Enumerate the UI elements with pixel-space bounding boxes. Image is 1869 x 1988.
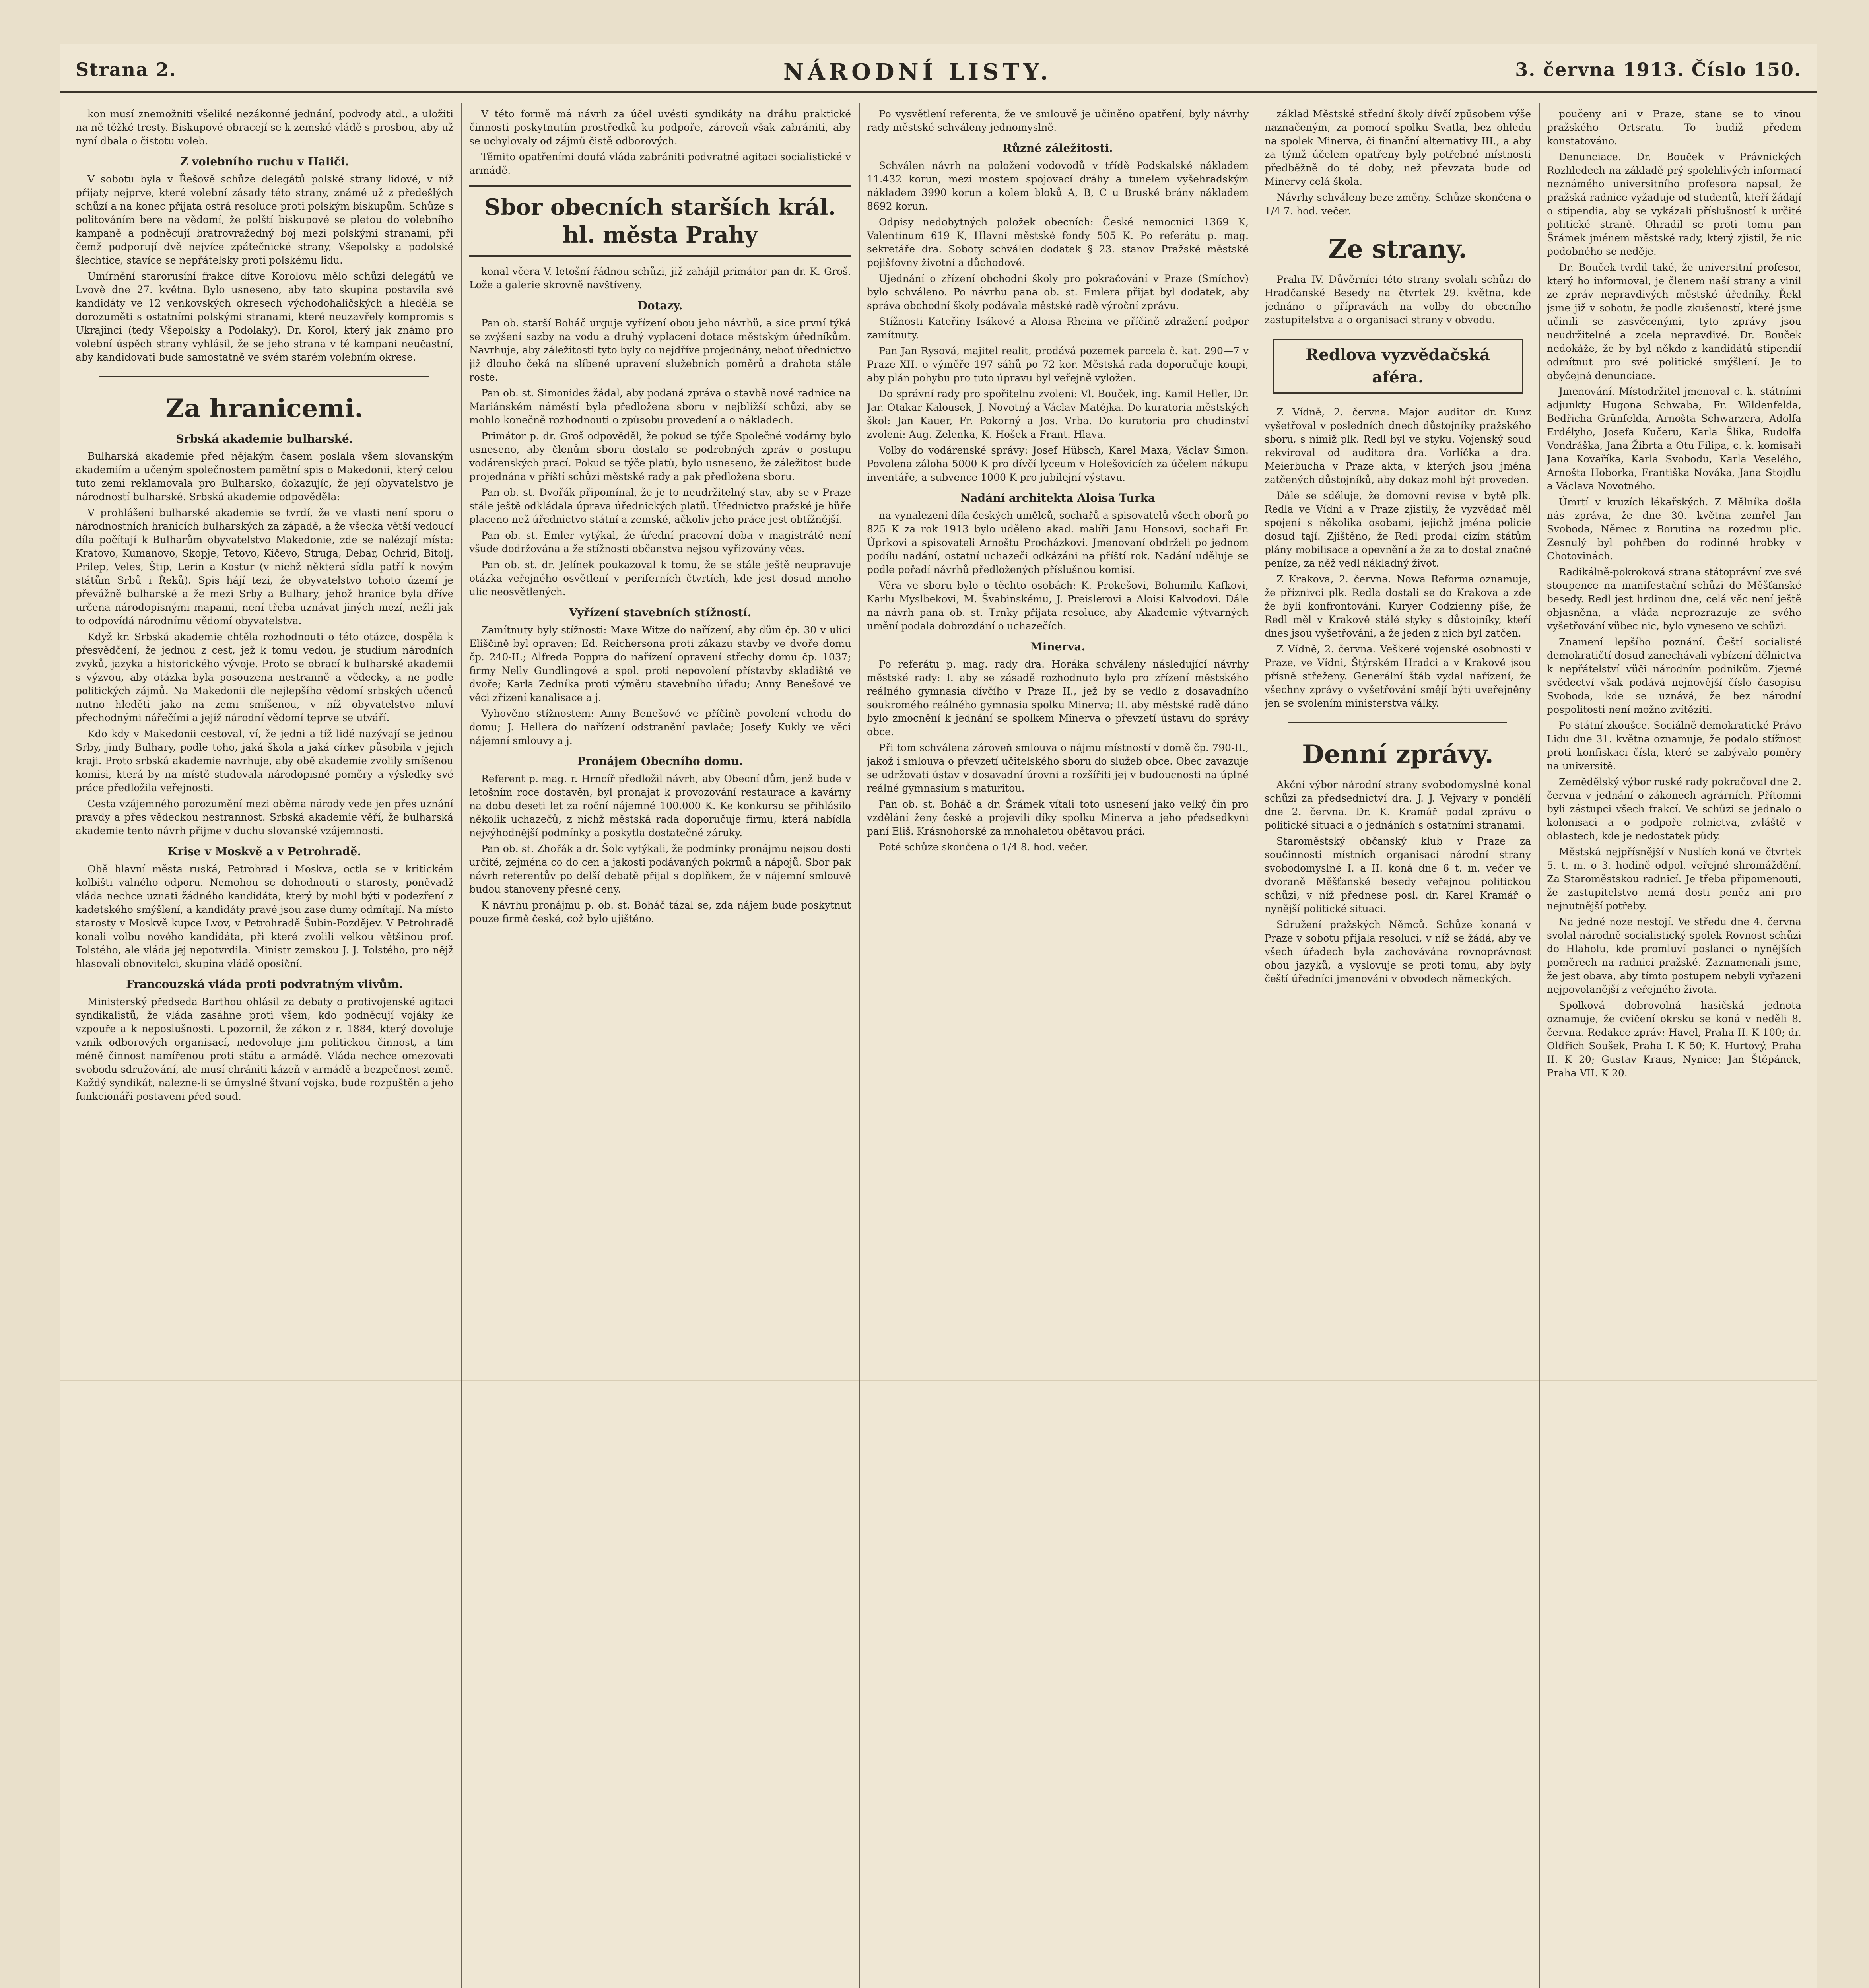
article-paragraph: kon musí znemožniti všeliké nezákonné jednání, podvody atd., a uložiti na ně těžké tresty. Biskupové obracejí se k zemské vládě s prosbou, aby už nyní dbala o čistotu voleb. xyxy=(76,108,453,147)
article-paragraph: Primátor p. dr. Groš odpověděl, že pokud se týče Společné vodárny bylo usneseno, aby členům sboru dostalo se podrobných zpráv o postupu vodárenských prací. Pokud se týče platů, bylo usneseno, že záležitost bude projednána v příští schůzi městské rady a pak předložena sboru. xyxy=(469,430,851,482)
article-paragraph: V prohlášení bulharské akademie se tvrdí, že ve vlasti není sporu o národnostních hranicích bulharských za západě, a že všecka větší vedoucí díla počítají k Bulharům obyvatelstvo Makedonie, zde se nalézají místa: Kratovo, Kumanovo, Skopje, Tetovo, Kičevo, Struga, Debar, Ochrid, Bitolj, Prilep, Veles, Štip, Lerin a Kostur (v nichž některá sídla patří k novým státům Srbů i Řeků). Spis hájí tezi, že obyvatelstvo tohoto území je převážně bulharské a že mezi Srby a Bulhary, jehož hranice byla dříve určena národopisnými mapami, není třeba uznávat jiných mezí, nežli jak to odpovídá národnímu vědomí obyvatelstva. xyxy=(76,507,453,627)
article-paragraph: Při tom schválena zároveň smlouva o nájmu místností v domě čp. 790-II., jakož i smlouva o převzetí učitelského sboru do služeb obce. Obec zavazuje se udržovati ústav v dosavadní úrovni a rozšířiti jej v budoucnosti na úplné reálné gymnasium s maturitou. xyxy=(867,742,1249,794)
article-paragraph: Ministerský předseda Barthou ohlásil za debaty o protivojenské agitaci syndikalistů, že vláda zasáhne proti všem, kdo podněcují vojáky ke vzpouře a k neposlušnosti. Upozornil, že zákon z r. 1884, který dovoluje vznik odborových organisací, nedovoluje jim politickou činnost, a tím méně činnost namířenou proti státu a armádě. Vláda nechce omezovati svobodu sdružování, ale musí chrániti kázeň v armádě a bezpečnost země. Každý syndikát, nalezne-li se úmyslné štvaní vojska, bude rozpuštěn a jeho funkcionáři postaveni před soud. xyxy=(76,996,453,1102)
article-heading: Z volebního ruchu v Haliči. xyxy=(180,155,349,168)
article-paragraph: Z Vídně, 2. června. Major auditor dr. Kunz vyšetřoval v posledních dnech důstojníky pražského sboru, s nimiž plk. Redl byl ve styku. Vojenský soud rekviroval od auditora dra. Vorlíčka a dra. Meierbucha v Praze akta, v kterých jsou jména zatčených důstojníků, aby dokaz mohl být proveden. xyxy=(1265,406,1531,485)
article-paragraph: V této formě má návrh za účel uvésti syndikáty na dráhu praktické činnosti poskytnutím prostředků ku podpoře, zároveň však zabrániti, aby se uchylovaly od zájmů čistě odborových. xyxy=(469,108,851,147)
article-paragraph: Pan ob. st. Zhořák a dr. Šolc vytýkali, že podmínky pronájmu nejsou dosti určité, zejména co do cen a jakosti podávaných pokrmů a nápojů. Sbor pak návrh referentův po delší debatě přijal s doplňkem, že v nájemní smlouvě budou stanoveny přesné ceny. xyxy=(469,843,851,895)
boxed-headline: Sbor obecních starších král. hl. města Prahy xyxy=(469,185,851,257)
article-heading: Dotazy. xyxy=(637,299,683,312)
article-paragraph: Na jedné noze nestojí. Ve středu dne 4. června svolal národně-socialistický spolek Rovnost schůzi do Hlaholu, kde promluví poslanci o nynějších poměrech na radnici pražské. Zaznamenali jsme, že jest obava, aby tímto postupem nebyli vyřazeni nejpovolanější z veřejného života. xyxy=(1547,916,1801,995)
article-paragraph: Z Vídně, 2. června. Veškeré vojenské osobnosti v Praze, ve Vídni, Štýrském Hradci a v Krakově jsou přísně střeženy. Generální štáb vydal nařízení, že všechny zprávy o vyšetřování smějí býti uveřejněny jen se svolením ministerstva války. xyxy=(1265,643,1531,709)
article-paragraph: Jmenování. Místodržitel jmenoval c. k. státními adjunkty Hugona Schwaba, Fr. Wildenfelda, Bedřicha Grünfelda, Arnošta Schwarzera, Adolfa Erdélyho, Josefa Kučeru, Karla Šlika, Rudolfa Vondráška, Jana Žibrta a Otu Filipa, c. k. komisaři Jana Kovaříka, Karla Svobodu, Karla Veselého, Arnošta Hoborka, Františka Nováka, Jana Stojdlu a Václava Novotného. xyxy=(1547,386,1801,492)
article-paragraph: na vynalezení díla českých umělců, sochařů a spisovatelů všech oborů po 825 K za rok 1913 bylo uděleno akad. malíři Janu Honsovi, sochaři Fr. Úprkovi a spisovateli Arnoštu Procházkovi. Jmenovaní obdrželi po jednom podílu nadání, ostatní uchazeči odkázáni na příští rok. Nadání uděluje se podle pořadí návrhů předložených příslušnou komisí. xyxy=(867,510,1249,575)
section-title: Denní zprávy. xyxy=(1302,740,1494,769)
column-4 xyxy=(1265,107,1531,1988)
article-paragraph: Návrhy schváleny beze změny. Schůze skončena o 1/4 7. hod. večer. xyxy=(1265,192,1531,217)
article-paragraph: Spolková dobrovolná hasičská jednota oznamuje, že cvičení okrsku se koná v neděli 8. června. Redakce zpráv: Havel, Praha II. K 100; dr. Oldřich Soušek, Praha I. K 50; K. Hurtový, Praha II. K 20; Gustav Kraus, Nynice; Jan Štěpánek, Praha VII. K 20. xyxy=(1547,1000,1801,1079)
article-paragraph: Poté schůze skončena o 1/4 8. hod. večer. xyxy=(879,841,1088,853)
article-paragraph: Pan Jan Rysová, majitel realit, prodává pozemek parcela č. kat. 290—7 v Praze XII. o výměře 197 sáhů po 72 kor. Městská rada doporučuje koupi, aby plán pohybu pro tuto úpravu byl veřejně vyložen. xyxy=(867,345,1249,384)
article-paragraph: Úmrtí v kruzích lékařských. Z Mělníka došla nás zpráva, že dne 30. května zemřel Jan Svoboda, Němec z Borutina na rozedmu plic. Zesnulý byl pohřben do rodinné hrobky v Chotovinách. xyxy=(1547,496,1801,562)
article-paragraph: Vyhověno stížnostem: Anny Benešové ve příčině povolení vchodu do domu; J. Hellera do nařízení odstranění pavlače; Josefy Kukly ve věci nájemní smlouvy a j. xyxy=(469,708,851,746)
article-paragraph: Těmito opatřeními doufá vláda zabrániti podvratné agitaci socialistické v armádě. xyxy=(469,151,851,176)
article-paragraph: konal včera V. letošní řádnou schůzi, již zahájil primátor pan dr. K. Groš. Lože a galerie skrovně navštíveny. xyxy=(469,266,851,291)
article-paragraph: Po státní zkoušce. Sociálně-demokratické Právo Lidu dne 31. května oznamuje, že podalo stížnost proti konfiskaci čísla, které se zabývalo poměry na universitě. xyxy=(1547,720,1801,772)
article-paragraph: Dr. Bouček tvrdil také, že universitní profesor, který ho informoval, je členem naší strany a vinil ze zpráv nepravdivých městské úředníky. Řekl jsme již v sobotu, že podle zkušeností, které jsme učinili se zasvěcenými, tyto zprávy jsou neudržitelné a zcela nepravdivé. Dr. Bouček nedokáže, že by byl někdo z kandidátů stipendií odmítnut pro své politické smýšlení. Je to obyčejná denunciace. xyxy=(1547,262,1801,381)
article-paragraph: V sobotu byla v Řešově schůze delegátů polské strany lidové, v níž přijaty nejprve, které volební zásady této strany, známé už z předešlých schůzí a na konec přijata ostrá resoluce proti polským biskupům. Schůze s politováním bere na vědomí, že polští biskupové se pletou do volebního kampaně a podněcují bratrovražedný boj mezi polskými stranami, při čemž podporují dvě nejvíce zpátečnické strany, Všepolsky a podolské šlechtice, stavíce se nepřátelsky proti polskému lidu. xyxy=(76,173,453,266)
article-paragraph: Stížnosti Kateřiny Isákové a Aloisa Rheina ve příčině zdražení podpor zamítnuty. xyxy=(867,316,1249,341)
boxed-headline: Redlova vyzvědačská aféra. xyxy=(1273,339,1523,394)
section-title: Ze strany. xyxy=(1328,234,1467,264)
article-heading: Vyřízení stavebních stížností. xyxy=(569,606,752,619)
article-paragraph: Dále se sděluje, že domovní revise v bytě plk. Redla ve Vídni a v Praze zjistily, že vyzvědač měl spojení s několika osobami, jejichž jména policie dosud tají. Zjištěno, že Redl prodal cizím státům plány mobilisace a opevnění a že za to dostal značné peníze, za něž vedl nákladný život. xyxy=(1265,490,1531,569)
article-heading: Nadání architekta Aloisa Turka xyxy=(960,491,1156,505)
masthead-title: NÁRODNÍ LISTY. xyxy=(783,59,1052,85)
article-paragraph: Věra ve sboru bylo o těchto osobách: K. Prokešovi, Bohumilu Kafkovi, Karlu Myslbekovi, M. Švabinskému, J. Preislerovi a Aloisi Kalvodovi. Dále na návrh pana ob. st. Trnky přijata resoluce, aby Akademie výtvarných umění podala dobrozdání o uchazečích. xyxy=(867,580,1249,632)
article-paragraph: Radikálně-pokroková strana státoprávní zve své stoupence na manifestační schůzi do Měšťanské besedy. Redl jest hrdinou dne, celá věc není ještě objasněna, a vláda neprozrazuje ze svého vyšetřování vůbec nic, bylo vyneseno ve schůzi. xyxy=(1547,566,1801,632)
article-paragraph: Sdružení pražských Němců. Schůze konaná v Praze v sobotu přijala resoluci, v níž se žádá, aby ve všech úřadech byla zachovávána rovnoprávnost obou jazyků, a vyslovuje se proti tomu, aby byly čeští úředníci jmenováni v obvodech německých. xyxy=(1265,919,1531,984)
article-heading: Krise v Moskvě a v Petrohradě. xyxy=(167,845,361,858)
section-divider xyxy=(99,376,429,377)
article-paragraph: Bulharská akademie před nějakým časem poslala všem slovanským akademiím a učeným společnostem pamětní spis o Makedonii, který celou tuto zemi reklamovala pro Bulharsko, dokazujíc, že její obyvatelstvo je národností bulharské. Srbská akademie odpověděla: xyxy=(76,450,453,503)
article-paragraph: Po referátu p. mag. rady dra. Horáka schváleny následující návrhy městské rady: I. aby se zásadě rozhodnuto bylo pro zřízení městského reálného gymnasia dívčího v Praze II., jež by se vedlo z dosavadního soukromého reálného gymnasia spolku Minerva; II. aby městské radě dáno bylo zmocnění k jednání se spolkem Minerva o převzetí ústavu do správy obce. xyxy=(867,658,1249,738)
article-paragraph: Cesta vzájemného porozumění mezi oběma národy vede jen přes uznání pravdy a přes vědeckou nestrannost. Srbská akademie věří, že bulharská akademie tento návrh přijme v duchu slovanské vzájemnosti. xyxy=(76,798,453,837)
article-paragraph: Praha IV. Důvěrníci této strany svolali schůzi do Hradčanské Besedy na čtvrtek 29. května, kde jednáno o přípravách na volby do obecního zastupitelstva a o organisaci strany v obvodu. xyxy=(1265,274,1531,326)
column-2 xyxy=(469,107,851,1988)
article-paragraph: Do správní rady pro spořitelnu zvoleni: Vl. Bouček, ing. Kamil Heller, Dr. Jar. Otakar Kalousek, J. Novotný a Václav Matějka. Do kuratoria městských škol: Jan Kauer, Fr. Pokorný a Jos. Vrba. Do kuratoria pro chudinství zvoleni: Aug. Zelenka, K. Hošek a Frant. Hlava. xyxy=(867,388,1249,440)
article-paragraph: Odpisy nedobytných položek obecních: České nemocnici 1369 K, Valentinum 619 K, Hlavní městské fondy 505 K. Po referátu p. mag. sekretáře dra. Soboty schválen dodatek § 23. stanov Pražské městské pojišťovny životní a důchodové. xyxy=(867,216,1249,268)
article-paragraph: základ Městské střední školy dívčí způsobem výše naznačeným, za pomocí spolku Svatla, bez ohledu na spolek Minerva, či finanční alternativy III., a aby za týmž účelem opatřeny byly potřebné místnosti předběžně do té doby, než převzata bude od Minervy celá škola. xyxy=(1265,108,1531,187)
article-paragraph: poučeny ani v Praze, stane se to vinou pražského Ortsratu. To budiž předem konstatováno. xyxy=(1547,108,1801,147)
article-paragraph: Staroměstský občanský klub v Praze za součinnosti místních organisací národní strany svobodomyslné I. a II. koná dne 6 t. m. večer ve dvoraně Měšťanské besedy veřejnou politickou schůzi, v níž přednese posl. dr. Karel Kramář o nynější politické situaci. xyxy=(1265,835,1531,914)
page-number: Strana 2. xyxy=(76,59,177,80)
article-heading: Minerva. xyxy=(1030,640,1086,653)
article-paragraph: Ujednání o zřízení obchodní školy pro pokračování v Praze (Smíchov) bylo schváleno. Po návrhu pana ob. st. Emlera přijat byl dodatek, aby správa obchodní školy podávala městské radě výroční zprávu. xyxy=(867,273,1249,311)
article-heading: Francouzská vláda proti podvratným vlivům. xyxy=(126,978,403,991)
newspaper-page xyxy=(60,44,1817,1988)
article-paragraph: Denunciace. Dr. Bouček v Právnických Rozhledech na základě prý spolehlivých informací neznámého universitního profesora napsal, že pražská radnice vyžaduje od studentů, kteří žádají o stipendia, aby se vykázali příslušností k určité politické straně. Ohradil se proti tomu pan Šrámek jménem městské rady, který zjistil, že nic podobného se neděje. xyxy=(1547,151,1801,257)
article-paragraph: Kdo kdy v Makedonii cestoval, ví, že jedni a tíž lidé nazývají se jednou Srby, jindy Bulhary, podle toho, jaká škola a jaká církev působila v jejich kraji. Proto srbská akademie navrhuje, aby obě akademie zvolily smíšenou komisi, která by na místě studovala národopisné poměry a výsledky své práce předložila veřejnosti. xyxy=(76,728,453,794)
article-paragraph: Umírnění starorusíní frakce dítve Korolovu mělo schůzi delegátů ve Lvově dne 27. května. Bylo usneseno, aby tato skupina postavila své kandidáty ve 12 venkovských okresech východohaličských a hleděla se dorozuměti s ostatními polskými stranami, které neuzavřely kompromis s Ukrajinci (tedy Všepolsky a Podolaky). Dr. Korol, který jak známo pro volební úspěch strany vyhlásil, že se jeho strana v té kampani neučastní, aby kandidovati bude samostatně ve svém starém volebním okrese. xyxy=(76,270,453,363)
page-header xyxy=(60,44,1817,93)
article-paragraph: Pan ob. starší Boháč urguje vyřízení obou jeho návrhů, a sice první týká se zvýšení sazby na vodu a druhý vyplacení dotace městským úředníkům. Navrhuje, aby záležitosti tyto byly co nejdříve projednány, neboť úřednictvo již dlouho čeká na slíbené upravení služebních poměrů a drahota stále roste. xyxy=(469,317,851,383)
article-paragraph: Z Krakova, 2. června. Nowa Reforma oznamuje, že příznivci plk. Redla dostali se do Krakova a zde že byli konfrontováni. Kuryer Codzienny píše, že Redl měl v Krakově stálé styky s důstojníky, kteří dnes jsou vyšetřováni, a že jeden z nich byl zatčen. xyxy=(1265,573,1531,639)
column-rule xyxy=(859,103,860,1988)
article-paragraph: Pan ob. st. dr. Jelínek poukazoval k tomu, že se stále ještě neupravuje otázka veřejného osvětlení v periferních čtvrtích, kde jest dosud mnoho ulic neosvětlených. xyxy=(469,559,851,598)
issue-date: 3. června 1913. Číslo 150. xyxy=(1515,59,1801,80)
article-paragraph: Zamítnuty byly stížnosti: Maxe Witze do nařízení, aby dům čp. 30 v ulici Eliščině byl opraven; Ed. Reichersona proti zákazu stavby ve dvoře domu čp. 240-II.; Alfreda Poppra do nařízení opravení střechy domu čp. 1037; firmy Nelly Gundlingové a spol. proti nepovolení přístavby skladiště ve dvoře; Karla Zedníka proti výměru stavebního úřadu; Anny Benešové ve věci zřízení kanalisace a j. xyxy=(469,624,851,703)
article-paragraph: Pan ob. st. Emler vytýkal, že úřední pracovní doba v magistrátě není všude dodržována a že stížnosti občanstva nejsou vyřizovány včas. xyxy=(469,530,851,555)
article-paragraph: Znamení lepšího poznání. Čeští socialisté demokratičtí dosud zanechávali vybízení dělnictva k nepřátelství vůči národním podnikům. Zjevné svědectví však podává nejnovější číslo časopisu Svoboda, kde se uznává, že bez národní pospolitosti není možno zvítěziti. xyxy=(1547,636,1801,715)
section-divider xyxy=(1288,722,1507,723)
article-heading: Různé záležitosti. xyxy=(1002,142,1113,155)
column-5 xyxy=(1547,107,1801,1988)
column-rule xyxy=(461,103,462,1988)
article-paragraph: Akční výbor národní strany svobodomyslné konal schůzi za předsednictví dra. J. J. Vejvary v pondělí dne 2. června. Dr. K. Kramář podal zprávu o politické situaci a o jednáních s ostatními stranami. xyxy=(1265,779,1531,831)
section-title: Za hranicemi. xyxy=(165,394,363,423)
article-paragraph: Zemědělský výbor ruské rady pokračoval dne 2. června v jednání o zákonech agrárních. Přítomni byli zástupci všech frakcí. Ve schůzi se jednalo o kolonisaci a o podpoře rolnictva, zvláště v oblastech, kde je nedostatek půdy. xyxy=(1547,776,1801,842)
article-paragraph: Pan ob. st. Simonides žádal, aby podaná zpráva o stavbě nové radnice na Mariánském náměstí byla předložena sboru v nejbližší schůzi, aby se mohlo konečně rozhodnouti o způsobu provedení a o nákladech. xyxy=(469,387,851,426)
article-paragraph: Městská nejpřísnější v Nuslích koná ve čtvrtek 5. t. m. o 3. hodině odpol. veřejné shromáždění. Za Staroměstskou radnicí. Je třeba připomenouti, že zastupitelstvo nemá dosti peněz ani pro nejnutnější potřeby. xyxy=(1547,846,1801,912)
article-paragraph: Volby do vodárenské správy: Josef Hübsch, Karel Maxa, Václav Šimon. Povolena záloha 5000 K pro dívčí lyceum v Holešovicích za účelem nákupu inventáře, a subvence 1000 K pro jubilejní výstavu. xyxy=(867,445,1249,483)
column-1 xyxy=(76,107,453,1988)
article-paragraph: Schválen návrh na položení vodovodů v třídě Podskalské nákladem 11.432 korun, mezi mostem spojovací dráhy a tunelem vyšehradským nákladem 3990 korun a kolem bloků A, B, C u Bruské brány nákladem 8692 korun. xyxy=(867,160,1249,212)
article-heading: Pronájem Obecního domu. xyxy=(577,755,743,768)
article-paragraph: Pan ob. st. Dvořák připomínal, že je to neudržitelný stav, aby se v Praze stále ještě odkládala úprava úřednických platů. Úřednictvo pražské je hůře placeno než úřednictvo státní a zemské, ačkoliv jeho práce jest obtížnější. xyxy=(469,487,851,525)
article-paragraph: Pan ob. st. Boháč a dr. Šrámek vítali toto usnesení jako velký čin pro vzdělání ženy české a projevili díky spolku Minerva a jeho předsedkyni paní Eliš. Krásnohorské za mnohaletou obětavou práci. xyxy=(867,798,1249,837)
article-paragraph: K návrhu pronájmu p. ob. st. Boháč tázal se, zda nájem bude poskytnut pouze firmě české, což bylo ujištěno. xyxy=(469,899,851,924)
article-heading: Srbská akademie bulharské. xyxy=(176,432,353,445)
column-3 xyxy=(867,107,1249,1988)
article-paragraph: Když kr. Srbská akademie chtěla rozhodnouti o této otázce, dospěla k přesvědčení, že jednou z cest, jež k tomu vedou, je studium národních zvyků, jazyka a historického vývoje. Proto se obrací k bulharské akademii s výzvou, aby otázka byla posouzena nestranně a vědecky, a ne podle politických zájmů. Na Makedonii dle nejlepšího vědomí srbských učenců nutno hleděti jako na zemi smíšenou, v níž obyvatelstvo mluví přechodnými nářečími a jejíž národní vědomí teprve se utváří. xyxy=(76,631,453,724)
article-paragraph: Obě hlavní města ruská, Petrohrad i Moskva, octla se v kritickém kolbišti valného odporu. Nemohou se dohodnouti o starosty, poněvadž vláda nechce uznati žádného kandidáta, který by mohl býti v podezření z kadetského smýšlení, a kandidáty pravé jsou zase dumy odmítají. Na místo starosty v Moskvě kupce Lvov, v Petrohradě Šubin-Pozdějev. V Petrohradě konali volbu nového kandidáta, při které zvolili velkou většinou prof. Tolstého, ale vláda jej nepotvrdila. Ministr zemskou J. J. Tolstého, pro nějž hlasovali obnovitelci, skupina vládě oposiční. xyxy=(76,863,453,969)
column-rule xyxy=(1539,103,1540,1988)
article-paragraph: Po vysvětlení referenta, že ve smlouvě je učiněno opatření, byly návrhy rady městské schváleny jednomyslně. xyxy=(867,108,1249,133)
article-paragraph: Referent p. mag. r. Hrncíř předložil návrh, aby Obecní dům, jenž bude v letošním roce dostavěn, byl pronajat k provozování restaurace a kavárny na dobu deseti let za roční nájemné 100.000 K. Ke konkursu se přihlásilo několik uchazečů, z nichž městská rada doporučuje firmu, která nabídla nejvýhodnější podmínky a poskytla dostatečné záruky. xyxy=(469,773,851,839)
